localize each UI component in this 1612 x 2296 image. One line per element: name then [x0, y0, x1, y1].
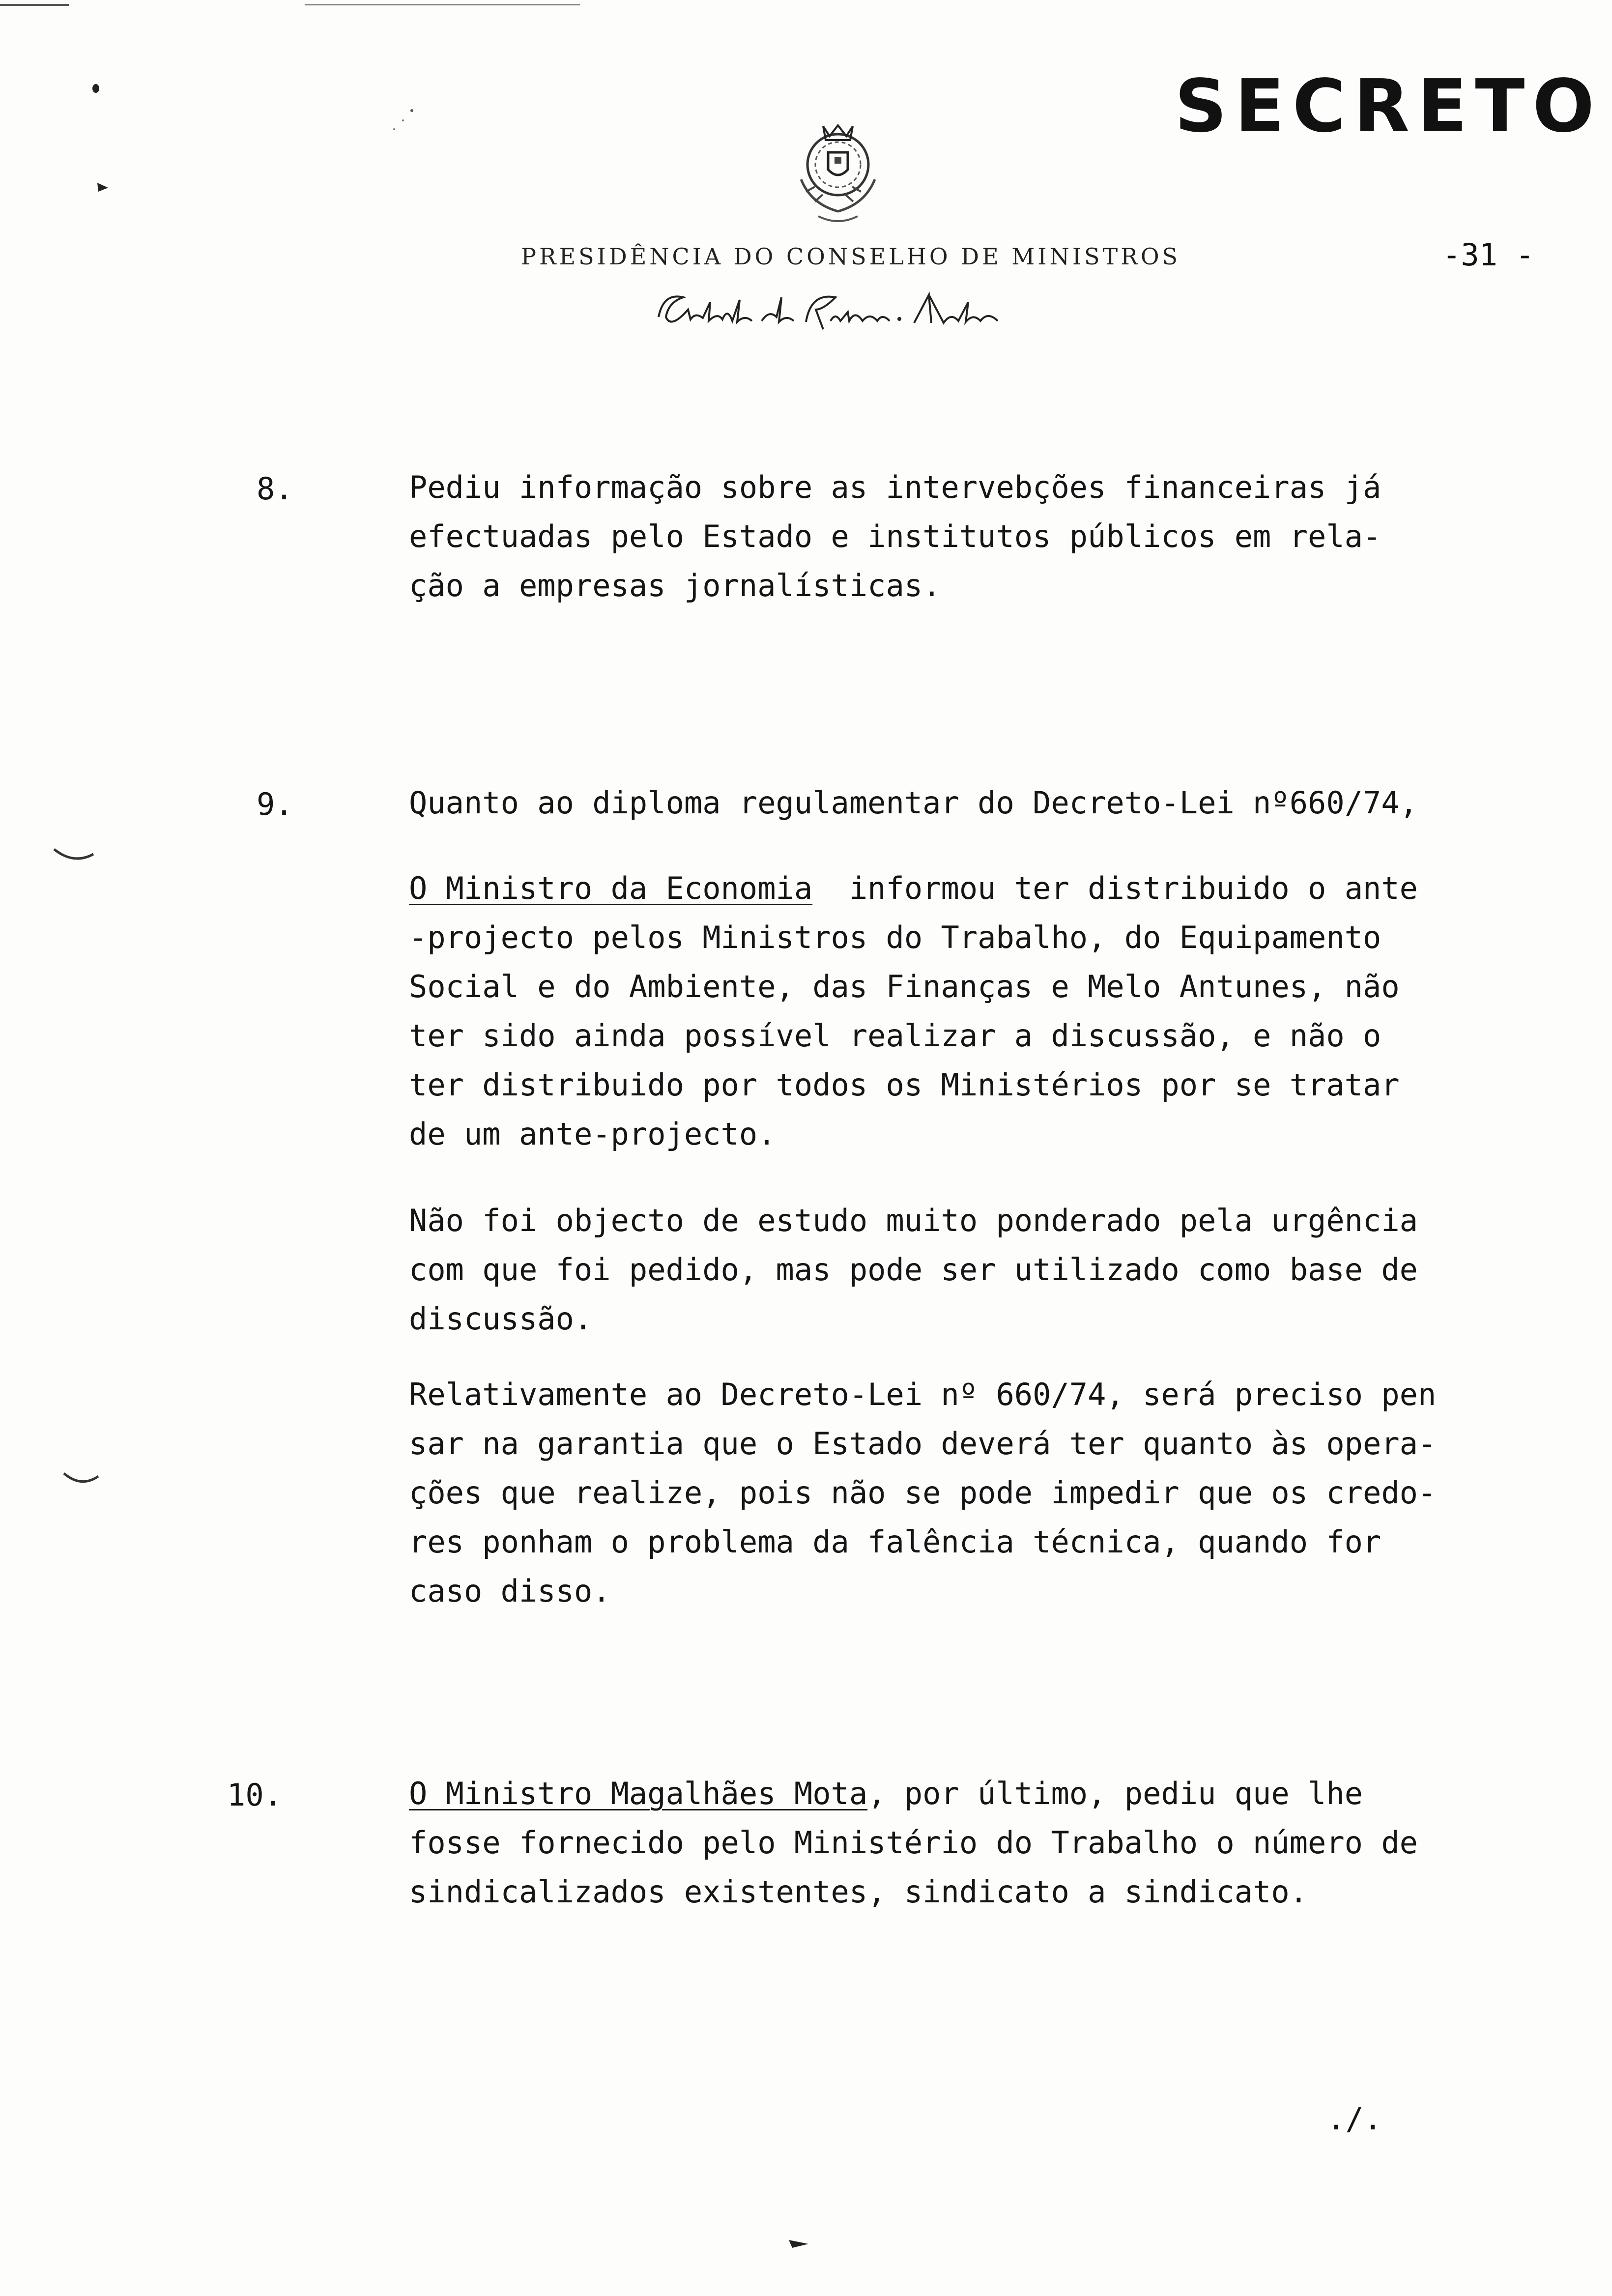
item-paragraph: [409, 1769, 1418, 1917]
item-number: 10.: [227, 1777, 282, 1813]
text-line: ter sido ainda possível realizar a discussão, e não o: [409, 1018, 1382, 1054]
coat-of-arms-emblem: [772, 106, 904, 233]
cabinet-script-heading: [654, 283, 1008, 337]
text-line: de um ante-projecto.: [409, 1116, 776, 1152]
text-line: com que foi pedido, mas pode ser utilizado como base de: [409, 1252, 1418, 1288]
page-number: -31 -: [1442, 237, 1534, 273]
binding-mark: [61, 1469, 101, 1489]
text-line: Relativamente ao Decreto-Lei nº 660/74, será preciso pen: [409, 1377, 1437, 1412]
top-edge-line: [0, 4, 69, 6]
text-line: O Ministro Magalhães Mota, por último, pediu que lhe: [409, 1776, 1363, 1811]
minister-name: O Ministro Magalhães Mota: [409, 1776, 868, 1811]
continuation-mark: ./.: [1327, 2101, 1382, 2137]
item-paragraph: [409, 463, 1381, 610]
text-line: discussão.: [409, 1301, 593, 1337]
item-number: 8.: [257, 471, 293, 507]
text-line: Quanto ao diploma regulamentar do Decreto-Lei nº660/74,: [409, 785, 1418, 821]
text-line: efectuadas pelo Estado e institutos públicos em rela-: [409, 518, 1382, 554]
text-line: Social e do Ambiente, das Finanças e Melo Antunes, não: [409, 969, 1400, 1004]
text-line: Pediu informação sobre as intervebções financeiras já: [409, 469, 1382, 505]
scan-speck: [786, 2236, 811, 2251]
item-paragraph: [409, 1196, 1418, 1344]
scan-speck: [88, 81, 103, 96]
text-line: caso disso.: [409, 1573, 611, 1609]
text-line: fosse fornecido pelo Ministério do Trabalho o número de: [409, 1825, 1418, 1861]
text-line: O Ministro da Economia informou ter distribuido o ante: [409, 870, 1418, 906]
scan-speck: [388, 106, 418, 135]
text-line: -projecto pelos Ministros do Trabalho, do Equipamento: [409, 919, 1382, 955]
binding-mark: [52, 845, 96, 865]
item-paragraph: [409, 778, 1418, 828]
item-paragraph: [409, 1370, 1436, 1616]
text-line: sindicalizados existentes, sindicato a sindicato.: [409, 1874, 1308, 1910]
scan-speck: [93, 177, 113, 197]
text-line: sar na garantia que o Estado deverá ter quanto às opera-: [409, 1426, 1437, 1462]
minister-name: O Ministro da Economia: [409, 870, 813, 906]
item-number: 9.: [257, 786, 293, 822]
text-line: Não foi objecto de estudo muito ponderado pela urgência: [409, 1203, 1418, 1238]
text-line: res ponham o problema da falência técnica, quando for: [409, 1524, 1382, 1560]
institution-name: PRESIDÊNCIA DO CONSELHO DE MINISTROS: [521, 243, 1181, 270]
text-line: ções que realize, pois não se pode impedir que os credo-: [409, 1475, 1437, 1511]
item-paragraph: [409, 864, 1418, 1159]
text-line: ter distribuido por todos os Ministérios por se tratar: [409, 1067, 1400, 1103]
text-line: ção a empresas jornalísticas.: [409, 568, 941, 603]
top-edge-line: [305, 4, 580, 5]
classification-stamp: SECRETO: [1175, 64, 1603, 148]
